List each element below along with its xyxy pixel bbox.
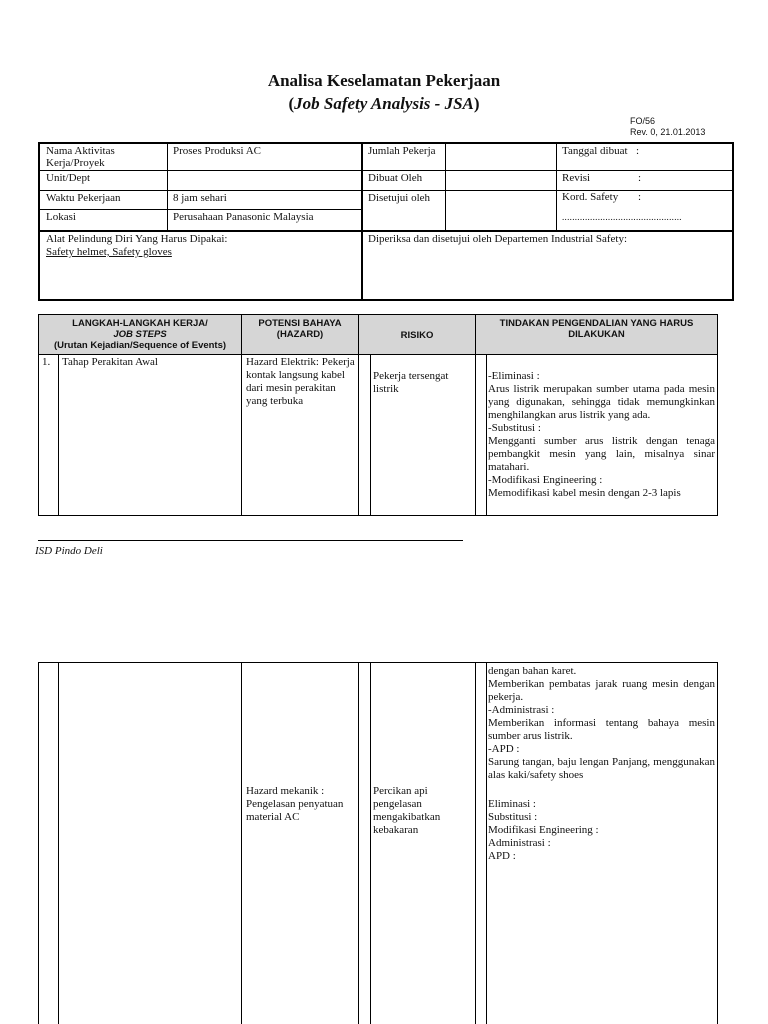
document-subtitle: (Job Safety Analysis - JSA): [288, 94, 480, 113]
safety-coordinator-label: Kord. Safety: [562, 191, 619, 203]
unit-label: Unit/Dept: [46, 172, 90, 184]
header-risk: RISIKO: [400, 329, 434, 341]
location-value: Perusahaan Panasonic Malaysia: [173, 211, 314, 223]
jsa-table-continued: [38, 662, 718, 1024]
hazard-text: Hazard Elektrik: Pekerja kontak langsung kabel dari mesin perakitan yang terbuka: [246, 356, 355, 407]
info-table: [38, 142, 734, 301]
activity-label: Nama Aktivitas Kerja/Proyek: [46, 145, 115, 169]
work-time-value: 8 jam sehari: [173, 192, 227, 204]
worker-count-label: Jumlah Pekerja: [368, 145, 436, 157]
date-created-value: :: [636, 145, 640, 157]
ppe-value: Safety helmet, Safety gloves: [46, 246, 172, 258]
revision-label: Revisi: [562, 172, 591, 184]
date-created-label: Tanggal dibuat: [562, 145, 628, 157]
safety-coordinator-value: :: [638, 191, 642, 203]
header-hazard: POTENSI BAHAYA (HAZARD): [258, 318, 342, 340]
control-measures-continued: dengan bahan karet. Memberikan pembatas jarak ruang mesin dengan pekerja. -Administrasi : Memberikan informasi tentang bahaya mesin sumber arus listrik. -APD : Sarung tangan, baju lengan Panjang, menggunakan alas kaki/safety shoes: [488, 665, 715, 781]
unit-value: [169, 171, 177, 173]
form-code: FO/56: [630, 116, 656, 126]
step-name: Tahap Perakitan Awal: [62, 356, 158, 368]
table-header: [39, 315, 717, 355]
revision-value: :: [638, 172, 642, 184]
revision-code: Rev. 0, 21.01.2013: [630, 127, 706, 137]
document-title: Analisa Keselamatan Pekerjaan: [267, 71, 501, 90]
risk-text: Pekerja tersengat listrik: [373, 370, 449, 395]
ppe-label: Alat Pelindung Diri Yang Harus Dipakai:: [46, 233, 228, 245]
created-by-value: [447, 171, 455, 173]
jsa-table: [38, 314, 718, 516]
footer-divider: [38, 540, 463, 541]
control-measures-2: Eliminasi : Substitusi : Modifikasi Engineering : Administrasi : APD :: [488, 798, 599, 862]
worker-count-value: [447, 144, 455, 146]
approved-by-value: [447, 191, 455, 193]
safety-coordinator-signature: ...............................................: [562, 212, 682, 222]
footer-text: ISD Pindo Deli: [35, 545, 103, 557]
hazard-text-2: Hazard mekanik : Pengelasan penyatuan material AC: [246, 785, 344, 823]
activity-value: Proses Produksi AC: [173, 145, 262, 157]
work-time-label: Waktu Pekerjaan: [46, 192, 121, 204]
created-by-label: Dibuat Oleh: [368, 172, 423, 184]
inspected-by-label: Diperiksa dan disetujui oleh Departemen Industrial Safety:: [368, 233, 628, 245]
header-control: TINDAKAN PENGENDALIAN YANG HARUS DILAKUKAN: [499, 318, 694, 340]
header-job-steps: LANGKAH-LANGKAH KERJA/ JOB STEPS (Urutan Kejadian/Sequence of Events): [53, 318, 227, 351]
step-number: 1.: [42, 356, 51, 368]
location-label: Lokasi: [46, 211, 76, 223]
approved-by-label: Disetujui oleh: [368, 192, 431, 204]
control-measures: -Eliminasi : Arus listrik merupakan sumber utama pada mesin yang digunakan, sehingga tidak memungkinkan menghilangkan arus listrik yang ada. -Substitusi : Mengganti sumber arus listrik dengan tenaga pembangkit mesin yang lain, misalnya sinar matahari. -Modifikasi Engineering : Memodifikasi kabel mesin dengan 2-3 lapis: [488, 370, 715, 499]
risk-text-2: Percikan api pengelasan mengakibatkan kebakaran: [373, 785, 441, 836]
